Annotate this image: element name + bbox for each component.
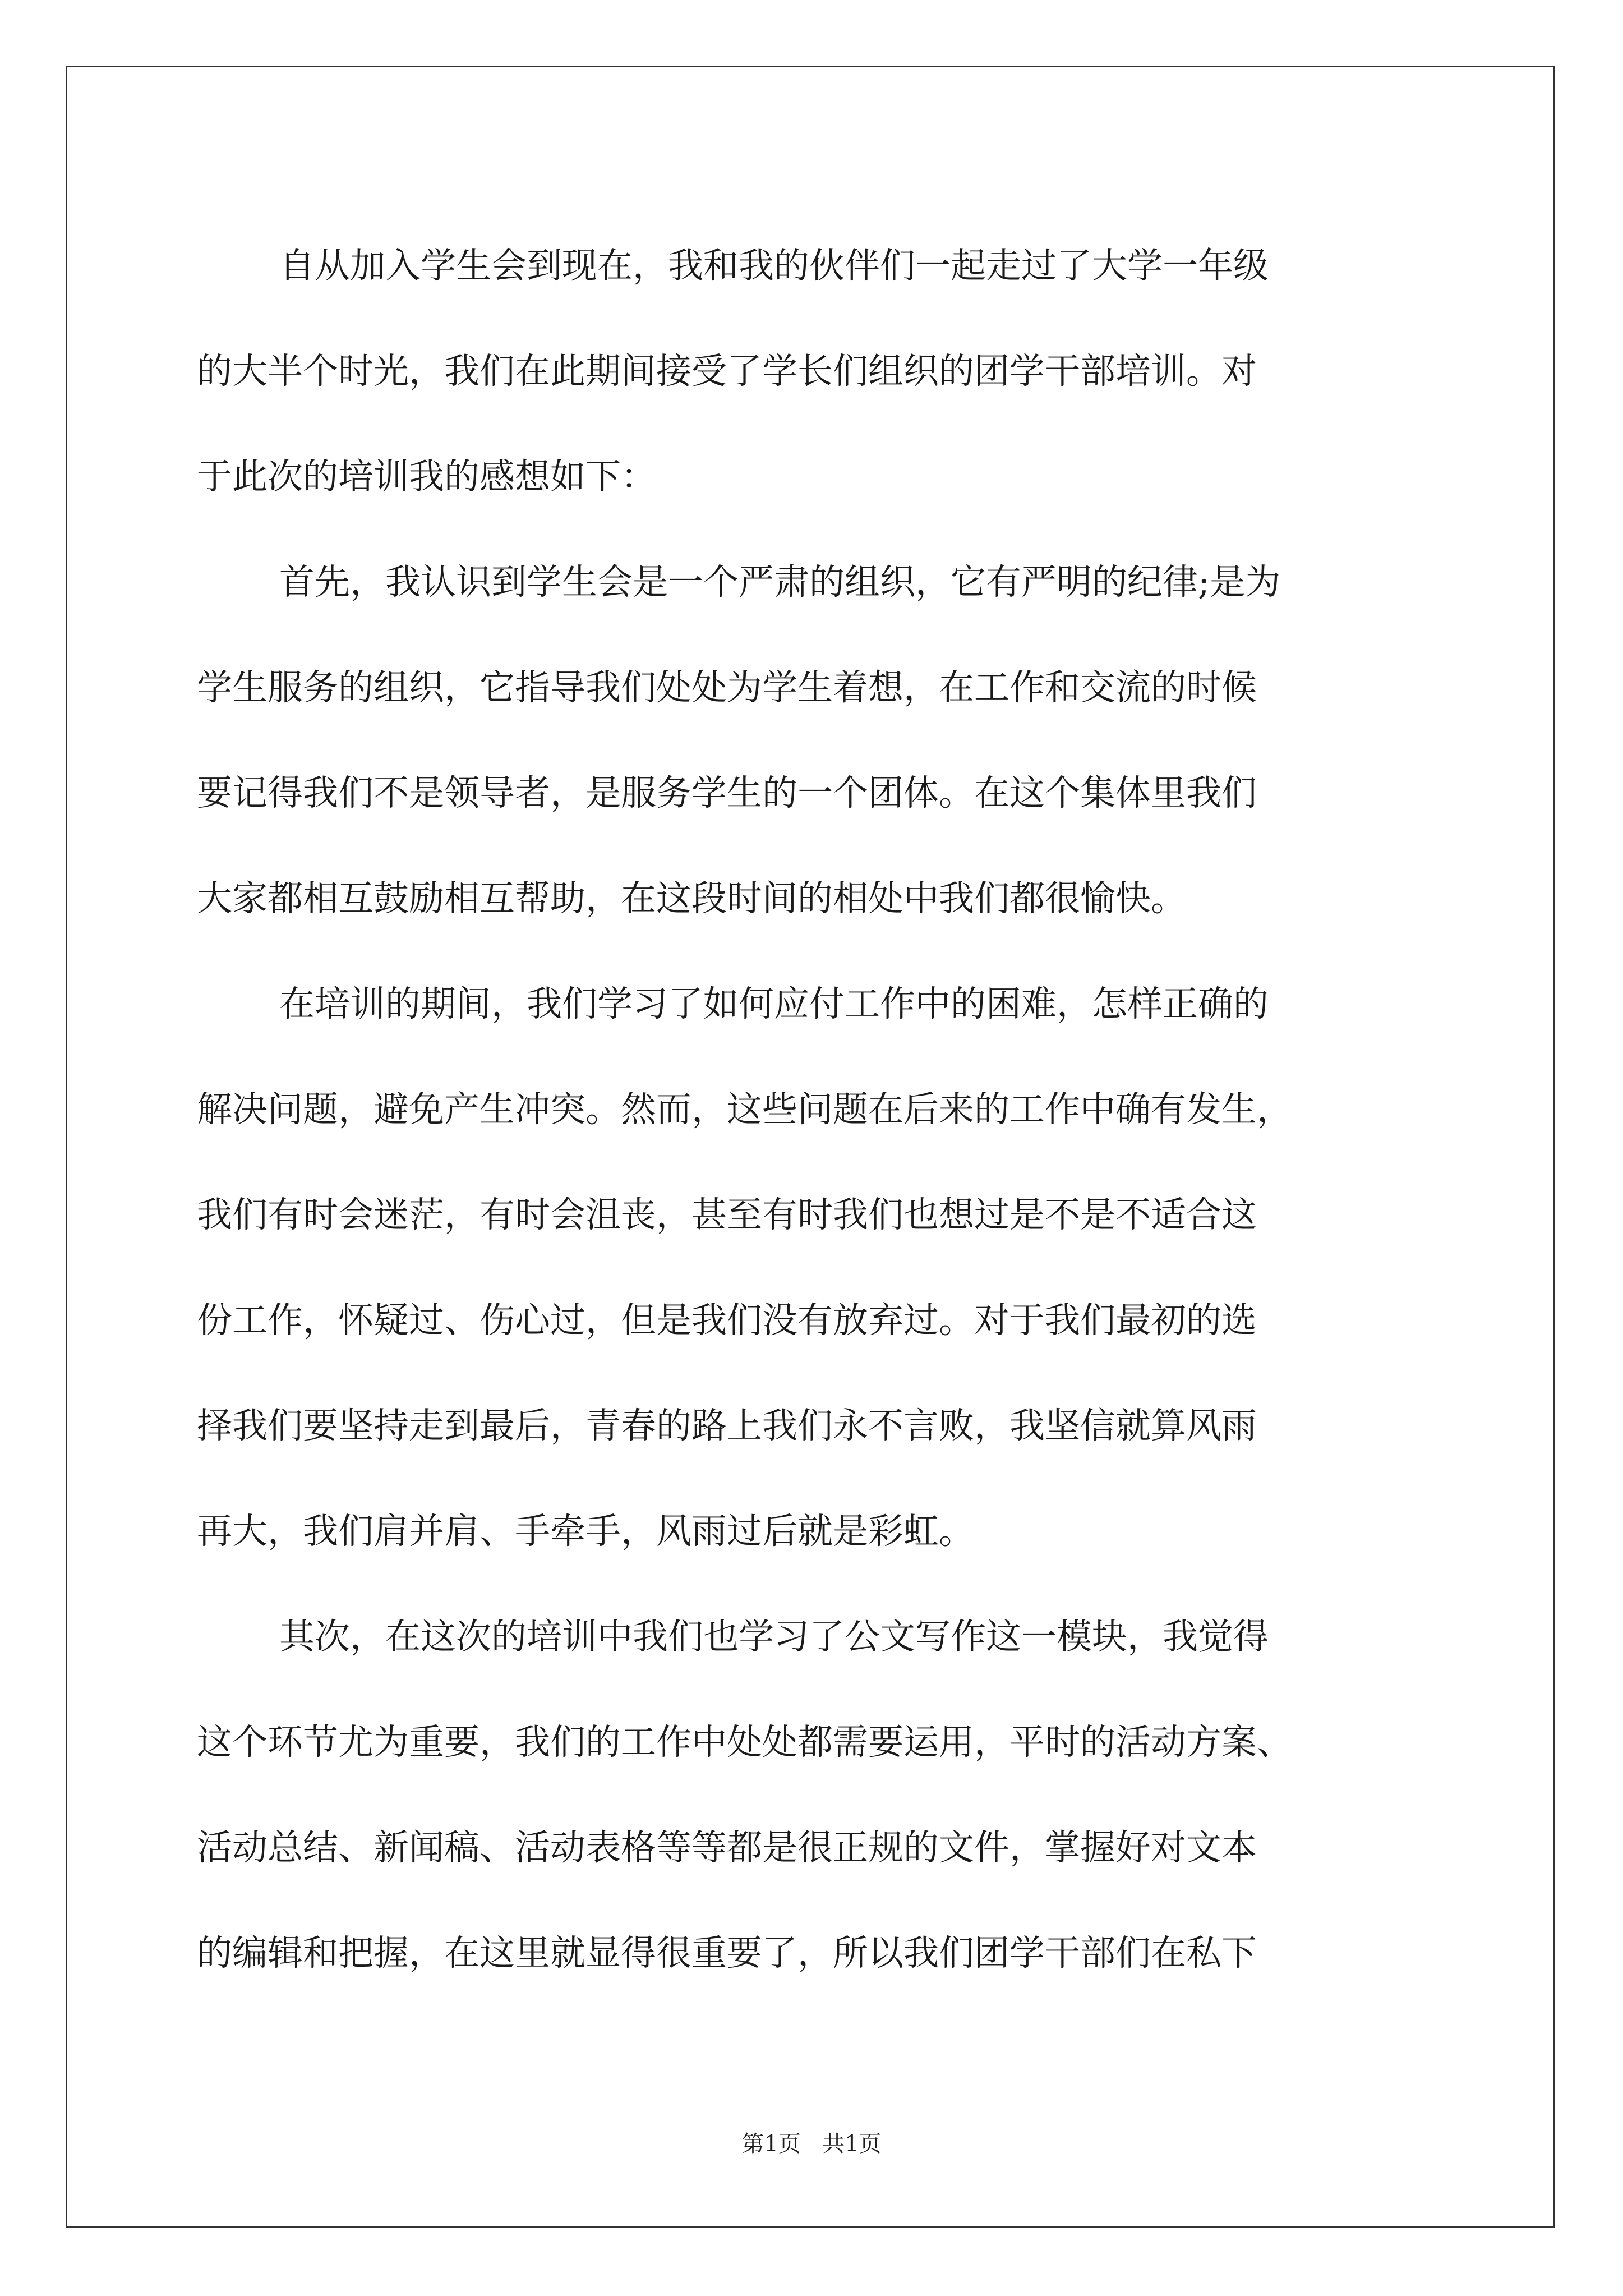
text-line: 择我们要坚持走到最后，青春的路上我们永不言败，我坚信就算风雨 bbox=[197, 1405, 1257, 1446]
text-line: 我们有时会迷茫，有时会沮丧，甚至有时我们也想过是不是不适合这 bbox=[197, 1194, 1257, 1235]
text-line: 其次，在这次的培训中我们也学习了公文写作这一模块，我觉得 bbox=[279, 1616, 1269, 1657]
text-line: 的编辑和把握，在这里就显得很重要了，所以我们团学干部们在私下 bbox=[197, 1932, 1257, 1973]
text-line: 的大半个时光，我们在此期间接受了学长们组织的团学干部培训。对 bbox=[197, 351, 1257, 392]
text-line: 活动总结、新闻稿、活动表格等等都是很正规的文件，掌握好对文本 bbox=[197, 1827, 1257, 1868]
text-line: 要记得我们不是领导者，是服务学生的一个团体。在这个集体里我们 bbox=[197, 772, 1257, 813]
text-line: 份工作，怀疑过、伤心过，但是我们没有放弃过。对于我们最初的选 bbox=[197, 1300, 1257, 1341]
text-line: 再大，我们肩并肩、手牵手，风雨过后就是彩虹。 bbox=[197, 1511, 974, 1552]
text-line: 解决问题，避免产生冲突。然而，这些问题在后来的工作中确有发生， bbox=[197, 1089, 1292, 1130]
text-line: 这个环节尤为重要，我们的工作中处处都需要运用，平时的活动方案、 bbox=[197, 1722, 1292, 1763]
page-number: 第1页 bbox=[741, 2131, 801, 2157]
text-line: 学生服务的组织，它指导我们处处为学生着想，在工作和交流的时候 bbox=[197, 667, 1257, 708]
text-line: 自从加入学生会到现在，我和我的伙伴们一起走过了大学一年级 bbox=[279, 245, 1269, 286]
text-line: 大家都相互鼓励相互帮助，在这段时间的相处中我们都很愉快。 bbox=[197, 878, 1186, 919]
text-line: 首先，我认识到学生会是一个严肃的组织，它有严明的纪律;是为 bbox=[279, 562, 1281, 602]
page-footer bbox=[0, 2126, 1623, 2158]
text-line: 在培训的期间，我们学习了如何应付工作中的困难，怎样正确的 bbox=[279, 983, 1269, 1024]
page-total: 共1页 bbox=[822, 2131, 882, 2157]
document-body bbox=[197, 213, 1487, 2006]
text-line: 于此次的培训我的感想如下： bbox=[197, 456, 656, 497]
